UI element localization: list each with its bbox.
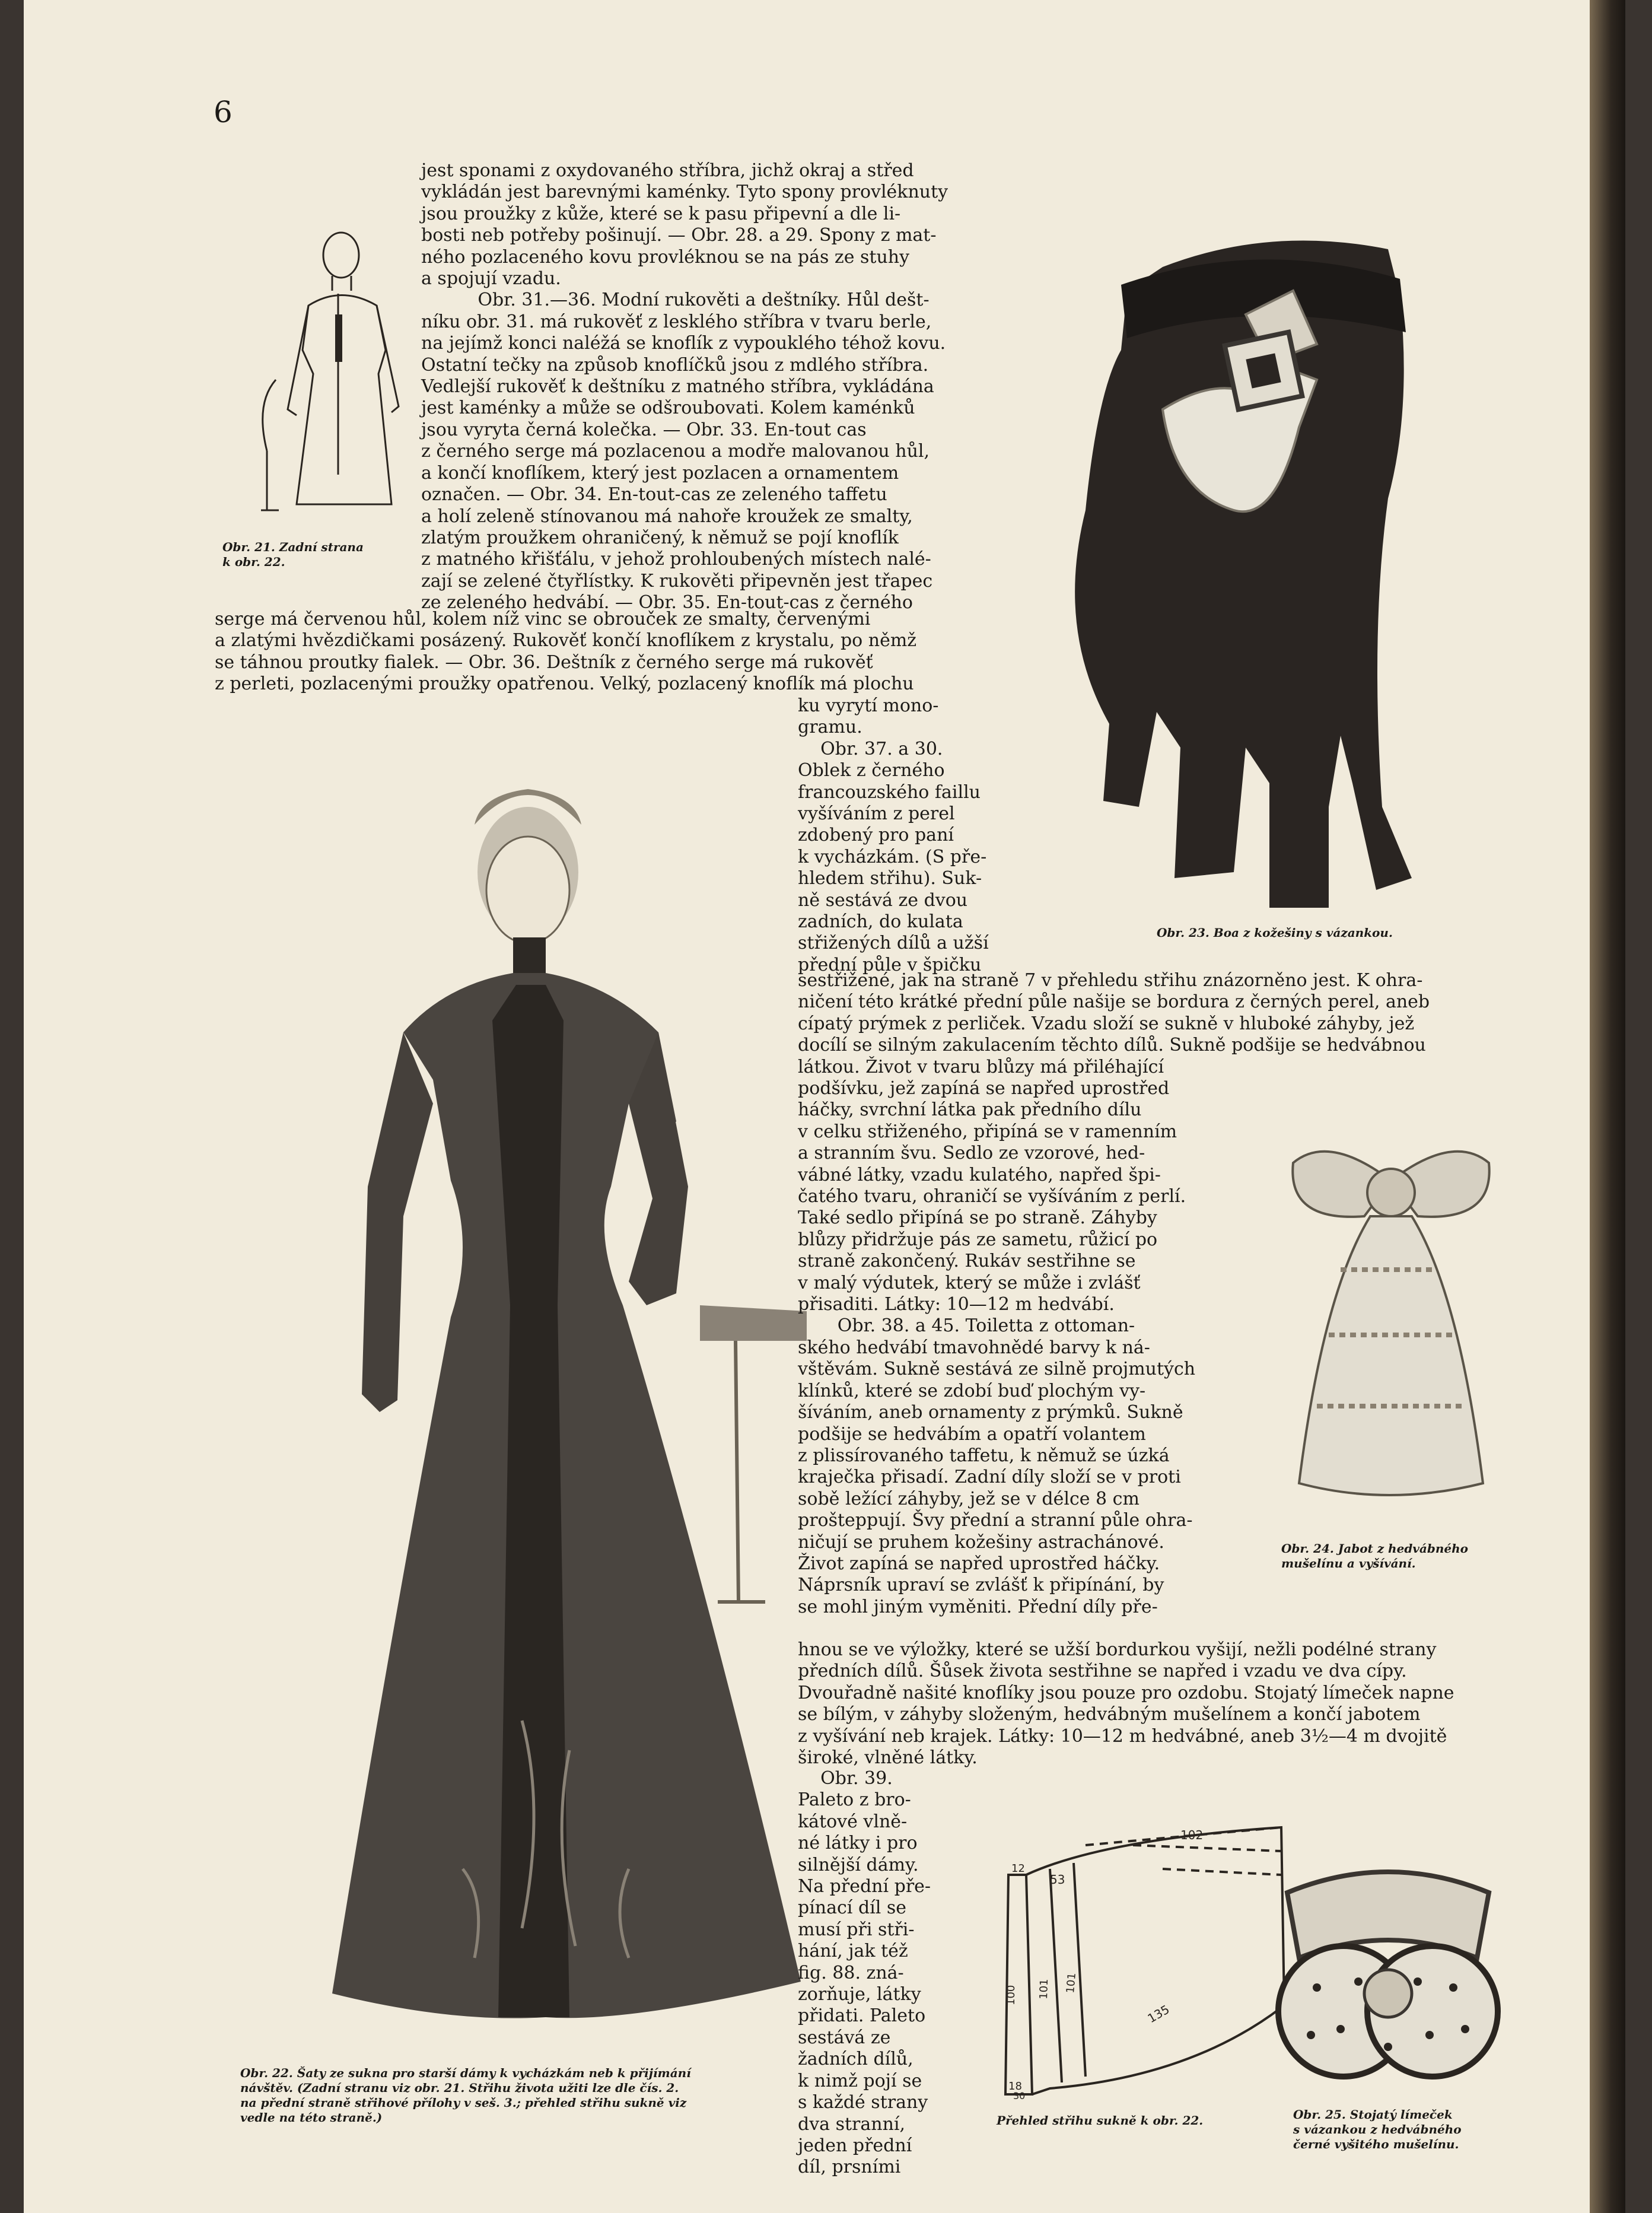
- text-col-bottom: Obr. 39. Paleto z bro- kátové vlně- né látky i pro silnější dámy. Na přední pře- pínací díl se musí při stři- hání, jak též fig. 88. zná- zorňuje, látky přidati. Paleto sestává ze žadních dílů, k nimž pojí se s každé strany dva stranní, jeden přední díl, prsními: [798, 1768, 931, 2178]
- fig-21-back-view-illustration: [243, 225, 421, 528]
- pattern-label-100: 100: [1005, 1985, 1017, 2005]
- fig-24-caption: Obr. 24. Jabot z hedvábného mušelínu a vyšívání.: [1281, 1541, 1469, 1570]
- pattern-caption: Přehled střihu sukně k obr. 22.: [997, 2113, 1204, 2128]
- fig-24-jabot-illustration: [1281, 1127, 1501, 1519]
- pattern-label-102: 102: [1180, 1828, 1204, 1842]
- fig-22-dress-illustration: [297, 771, 813, 2047]
- text-col-top: jest sponami z oxydovaného stříbra, jichž okraj a střed vykládán jest barevnými kaménky. Tyto spony provléknuty jsou proužky z kůže, které se k pasu připevní a dle li- bosti neb potřeby pošinují. — Obr. 28. a 29. Spony z mat- ného pozlaceného kovu provléknou se na pás ze stuhy a spojují vzadu. Obr. 31.—36. Modní rukověti a deštníky. Hůl dešt- níku obr. 31. má rukověť z lesklého stříbra v tvaru berle, na jejímž konci naléžá se knoflík z vypouklého téhož kovu. Ostatní tečky na způsob knoflíčků jsou z mdlého stříbra. Vedlejší rukověť k deštníku z matného stříbra, vykládána jest kaménky a může se odšroubovati. Kolem kaménků jsou vyryta černá kolečka. — Obr. 33. En-tout cas z černého serge má pozlacenou a modře malovanou hůl, a končí knoflíkem, který jest pozlacen a ornamentem označen. — Obr. 34. En-tout-cas ze zeleného taffetu a holí zeleně stínovanou má nahoře kroužek ze smalty, zlatým proužkem ohraničený, k němuž se pojí knoflík z matného křišťálu, v jehož prohloubených místech nalé- zají se zelené čtyřlístky. K rukověti připevněn jest třapec ze zeleného hedvábí. — Obr. 35. En-tout-cas z černého: [421, 160, 948, 613]
- pattern-label-30: 30: [1013, 2090, 1026, 2100]
- text-col-full: serge má červenou hůl, kolem níž vinc se obrouček ze smalty, červenými a zlatými hvězdičkami posázený. Rukověť končí knoflíkem z krystalu, po němž se táhnou proutky fialek. — Obr. 36. Deštník z černého serge má rukověť z perleti, pozlacenými proužky opatřenou. Velký, pozlacený knoflík má plochu: [215, 609, 917, 695]
- pattern-label-101b: 101: [1064, 1972, 1078, 1994]
- pattern-label-18: 18: [1008, 2080, 1022, 2093]
- skirt-pattern-diagram: [985, 1815, 1317, 2100]
- fig-23-glove-illustration: [1020, 214, 1524, 920]
- fig-23-caption: Obr. 23. Boa z kožešiny s vázankou.: [1157, 926, 1393, 940]
- fig-25-collar-illustration: [1275, 1851, 1501, 2088]
- fig-21-caption: Obr. 21. Zadní strana k obr. 22.: [222, 540, 364, 569]
- pattern-label-53: 53: [1050, 1872, 1065, 1887]
- pattern-label-101a: 101: [1037, 1979, 1051, 2000]
- magazine-page: [24, 0, 1625, 2213]
- pattern-label-135: 135: [1145, 2002, 1172, 2026]
- text-col-wide2: hnou se ve výložky, které se užší bordurkou vyšijí, nežli podélné strany předních dílů. Šůsek života sestřihne se napřed i vzadu ve dva cípy. Dvouřadně našité knoflíky jsou pouze pro ozdobu. Stojatý límeček napne se bílým, v záhyby složeným, hedvábným mušelínem a končí jabotem z vyšívání neb krajek. Látky: 10—12 m hedvábné, aneb 3½—4 m dvojitě široké, vlněné látky.: [798, 1639, 1454, 1769]
- binding-gutter: [1590, 0, 1625, 2213]
- fig-22-caption: Obr. 22. Šaty ze sukna pro starší dámy k vycházkám neb k přijímání návštěv. (Zadní stranu viz obr. 21. Střihu života užiti lze dle čís. 2. na přední straně střihové přílohy v seš. 3.; přehled střihu sukně viz vedle na této straně.): [240, 2066, 691, 2125]
- text-col-mid: podšívku, jež zapíná se napřed uprostřed háčky, svrchní látka pak předního dílu v celku střiženého, připíná se v ramenním a stranním švu. Sedlo ze vzorové, hed- vábné látky, vzadu kulatého, napřed špi- čatého tvaru, ohraničí se vyšíváním z perlí. Také sedlo připíná se po straně. Záhyby blůzy přidržuje pás ze sametu, růžicí po straně zakončený. Rukáv sestřihne se v malý výdutek, který se může i zvlášť přisaditi. Látky: 10—12 m hedvábí. Obr. 38. a 45. Toiletta z ottoman- ského hedvábí tmavohnědé barvy k ná- vštěvám. Sukně sestává ze silně projmutých klínků, které se zdobí buď plochým vy- šíváním, aneb ornamenty z prýmků. Sukně podšije se hedvábím a opatří volantem z plissírovaného taffetu, k němuž se úzká kraječka přisadí. Zadní díly složí se v proti sobě ležící záhyby, jež se v délce 8 cm prošteppují. Švy přední a stranní půle ohra- ničují se pruhem kožešiny astrachánové. Život zapíná se napřed uprostřed háčky. Náprsník upraví se zvlášť k připínání, by se mohl jiným vyměniti. Přední díly pře-: [798, 1078, 1196, 1617]
- text-col-wide: sestřižené, jak na straně 7 v přehledu střihu znázorněno jest. K ohra- ničení této krátké přední půle našije se bordura z černých perel, aneb cípatý prýmek z perliček. Vzadu složí se sukně v hluboké záhyby, jež docílí se silným zakulacením těchto dílů. Sukně podšije se hedvábnou látkou. Život v tvaru blůzy má přiléhající: [798, 970, 1430, 1077]
- page-number: 6: [214, 95, 233, 129]
- pattern-label-12: 12: [1011, 1862, 1025, 1875]
- text-col-narrow: ku vyrytí mono- gramu. Obr. 37. a 30. Oblek z černého francouzského faillu vyšíváním z perel zdobený pro paní k vycházkám. (S pře- hledem střihu). Suk- ně sestává ze dvou zadních, do kulata střižených dílů a užší přední půle v špičku: [798, 695, 989, 975]
- fig-25-caption: Obr. 25. Stojatý límeček s vázankou z hedvábného černé vyšitého mušelínu.: [1293, 2107, 1462, 2151]
